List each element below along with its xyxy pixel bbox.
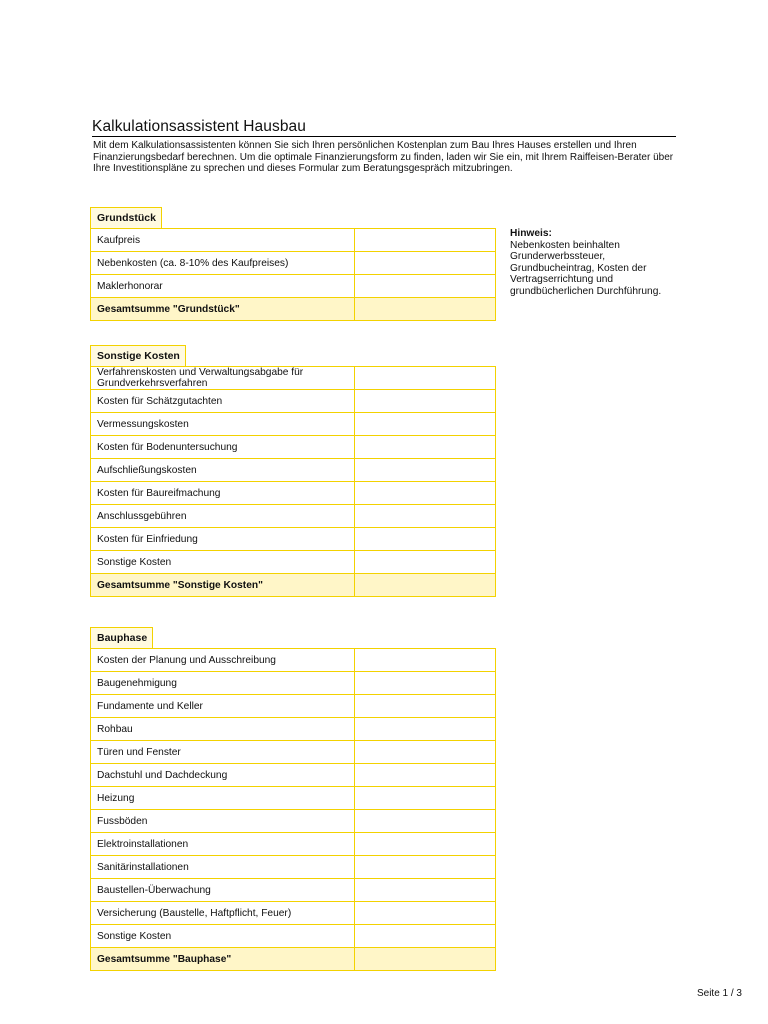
section-label-grundstueck: Grundstück [90, 207, 162, 228]
section-label-sonstige-kosten: Sonstige Kosten [90, 345, 186, 366]
amount-input[interactable] [355, 856, 496, 879]
total-amount[interactable] [355, 948, 496, 971]
total-row [91, 298, 496, 321]
hint-box [510, 228, 670, 298]
amount-input[interactable] [355, 810, 496, 833]
table-row [91, 528, 496, 551]
table-row [91, 810, 496, 833]
table-row [91, 695, 496, 718]
row-label: Sanitärinstallationen [91, 856, 355, 879]
row-label: Heizung [91, 787, 355, 810]
table-row [91, 413, 496, 436]
row-label: Kosten für Baureifmachung [91, 482, 355, 505]
amount-input[interactable] [355, 528, 496, 551]
row-label: Rohbau [91, 718, 355, 741]
hint-title: Hinweis: [510, 228, 552, 239]
table-row [91, 718, 496, 741]
amount-input[interactable] [355, 925, 496, 948]
table-row [91, 833, 496, 856]
row-label: Fussböden [91, 810, 355, 833]
row-label: Anschlussgebühren [91, 505, 355, 528]
table-row [91, 787, 496, 810]
hint-text: Nebenkosten beinhalten Grunderwerbssteuer, Grundbucheintrag, Kosten der Vertragserrichtung und grundbücherlichen Durchführung. [510, 239, 662, 297]
row-label: Sonstige Kosten [91, 925, 355, 948]
table-row [91, 672, 496, 695]
cost-table-grundstueck [90, 228, 496, 321]
total-amount[interactable] [355, 574, 496, 597]
amount-input[interactable] [355, 551, 496, 574]
table-row [91, 482, 496, 505]
table-row [91, 741, 496, 764]
row-label: Sonstige Kosten [91, 551, 355, 574]
amount-input[interactable] [355, 275, 496, 298]
total-label: Gesamtsumme "Grundstück" [91, 298, 355, 321]
intro-text: Mit dem Kalkulationsassistenten können Sie sich Ihren persönlichen Kostenplan zum Bau Ihres Hauses erstellen und Ihren Finanzierungsbedarf berechnen. Um die optimale Finanzierungsform zu finden, laden wir Sie ein, mit Ihrem Raiffeisen-Berater über Ihre Investitionspläne zu sprechen und dieses Formular zum Beratungsgespräch mitzubringen. [93, 140, 674, 175]
section-sonstige-kosten [90, 345, 495, 597]
table-row [91, 879, 496, 902]
amount-input[interactable] [355, 695, 496, 718]
row-label: Baustellen-Überwachung [91, 879, 355, 902]
amount-input[interactable] [355, 436, 496, 459]
row-label: Nebenkosten (ca. 8-10% des Kaufpreises) [91, 252, 355, 275]
amount-input[interactable] [355, 902, 496, 925]
table-row [91, 436, 496, 459]
row-label: Verfahrenskosten und Verwaltungsabgabe für Grundverkehrsverfahren [91, 367, 355, 390]
table-row [91, 275, 496, 298]
table-row [91, 390, 496, 413]
amount-input[interactable] [355, 764, 496, 787]
amount-input[interactable] [355, 672, 496, 695]
table-row [91, 925, 496, 948]
amount-input[interactable] [355, 879, 496, 902]
row-label: Kosten für Bodenuntersuchung [91, 436, 355, 459]
total-label: Gesamtsumme "Sonstige Kosten" [91, 574, 355, 597]
cost-table-sonstige-kosten [90, 366, 496, 597]
row-label: Fundamente und Keller [91, 695, 355, 718]
amount-input[interactable] [355, 649, 496, 672]
amount-input[interactable] [355, 252, 496, 275]
table-row [91, 902, 496, 925]
amount-input[interactable] [355, 741, 496, 764]
row-label: Baugenehmigung [91, 672, 355, 695]
amount-input[interactable] [355, 390, 496, 413]
row-label: Kosten der Planung und Ausschreibung [91, 649, 355, 672]
amount-input[interactable] [355, 413, 496, 436]
section-label-bauphase: Bauphase [90, 627, 153, 648]
row-label: Türen und Fenster [91, 741, 355, 764]
row-label: Dachstuhl und Dachdeckung [91, 764, 355, 787]
table-row [91, 856, 496, 879]
amount-input[interactable] [355, 833, 496, 856]
row-label: Elektroinstallationen [91, 833, 355, 856]
section-bauphase [90, 627, 495, 971]
row-label: Aufschließungskosten [91, 459, 355, 482]
table-row [91, 252, 496, 275]
amount-input[interactable] [355, 718, 496, 741]
amount-input[interactable] [355, 505, 496, 528]
table-row [91, 229, 496, 252]
amount-input[interactable] [355, 367, 496, 390]
document-title: Kalkulationsassistent Hausbau [92, 118, 676, 137]
page-number: Seite 1 / 3 [696, 988, 742, 999]
row-label: Kaufpreis [91, 229, 355, 252]
row-label: Kosten für Schätzgutachten [91, 390, 355, 413]
row-label: Maklerhonorar [91, 275, 355, 298]
row-label: Kosten für Einfriedung [91, 528, 355, 551]
amount-input[interactable] [355, 787, 496, 810]
total-row [91, 574, 496, 597]
amount-input[interactable] [355, 482, 496, 505]
amount-input[interactable] [355, 229, 496, 252]
table-row [91, 367, 496, 390]
table-row [91, 649, 496, 672]
table-row [91, 764, 496, 787]
cost-table-bauphase [90, 648, 496, 971]
row-label: Vermessungskosten [91, 413, 355, 436]
row-label: Versicherung (Baustelle, Haftpflicht, Feuer) [91, 902, 355, 925]
total-amount[interactable] [355, 298, 496, 321]
table-row [91, 505, 496, 528]
total-row [91, 948, 496, 971]
section-grundstueck [90, 207, 495, 321]
table-row [91, 551, 496, 574]
total-label: Gesamtsumme "Bauphase" [91, 948, 355, 971]
amount-input[interactable] [355, 459, 496, 482]
table-row [91, 459, 496, 482]
